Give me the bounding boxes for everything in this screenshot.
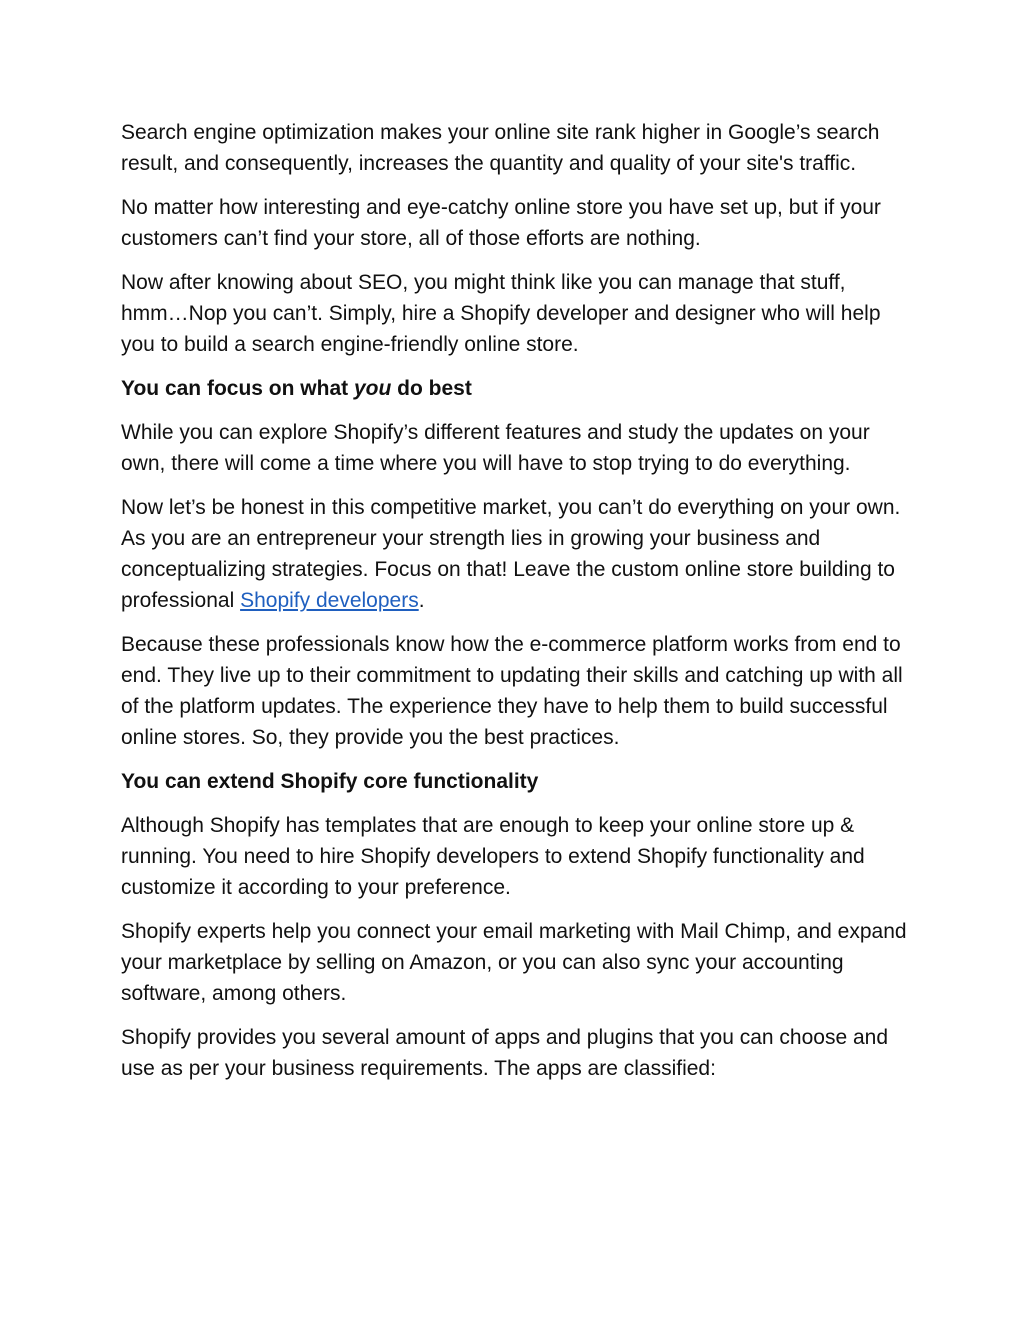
paragraph-professionals: Because these professionals know how the e-commerce platform works from end to end. They live up to their commitment to updating their skills and catching up with all of the platform updates. The experience they have to help them to build successful online stores. So, they provide you the best practices. <box>121 633 903 749</box>
heading-focus-best-after: do best <box>391 377 472 400</box>
heading-focus-best-before: You can focus on what <box>121 377 354 400</box>
paragraph-be-honest-end: . <box>418 589 425 612</box>
paragraph-apps-plugins: Shopify provides you several amount of apps and plugins that you can choose and use as per your business requirements. The apps are classified: <box>121 1026 889 1080</box>
heading-extend-functionality: You can extend Shopify core functionality <box>121 770 539 793</box>
document-page <box>121 117 911 1097</box>
paragraph-store-efforts: No matter how interesting and eye-catchy online store you have set up, but if your customers can’t find your store, all of those efforts are nothing. <box>121 196 881 250</box>
paragraph-experts: Shopify experts help you connect your email marketing with Mail Chimp, and expand your marketplace by selling on Amazon, or you can also sync your accounting software, among others. <box>121 920 907 1005</box>
heading-focus-best-emphasis: you <box>353 377 392 400</box>
paragraph-be-honest-text: Now let’s be honest in this competitive market, you can’t do everything on your own. As you are an entrepreneur your strength lies in growing your business and conceptualizing strategies. Focus on that! Leave the custom online store building to professional <box>121 496 901 612</box>
heading-focus-best <box>121 373 911 404</box>
paragraph-explore-features: While you can explore Shopify’s different features and study the updates on your own, there will come a time where you will have to stop trying to do everything. <box>121 421 870 475</box>
paragraph-hire-developer: Now after knowing about SEO, you might think like you can manage that stuff, hmm…Nop you can’t. Simply, hire a Shopify developer and designer who will help you to build a search engine-friendly online store. <box>121 271 881 356</box>
shopify-developers-link[interactable]: Shopify developers <box>240 589 419 612</box>
paragraph-be-honest <box>121 492 911 616</box>
paragraph-templates: Although Shopify has templates that are enough to keep your online store up & running. You need to hire Shopify developers to extend Shopify functionality and customize it according to your preference. <box>121 814 865 899</box>
paragraph-seo-intro: Search engine optimization makes your online site rank higher in Google’s search result, and consequently, increases the quantity and quality of your site's traffic. <box>121 121 880 175</box>
